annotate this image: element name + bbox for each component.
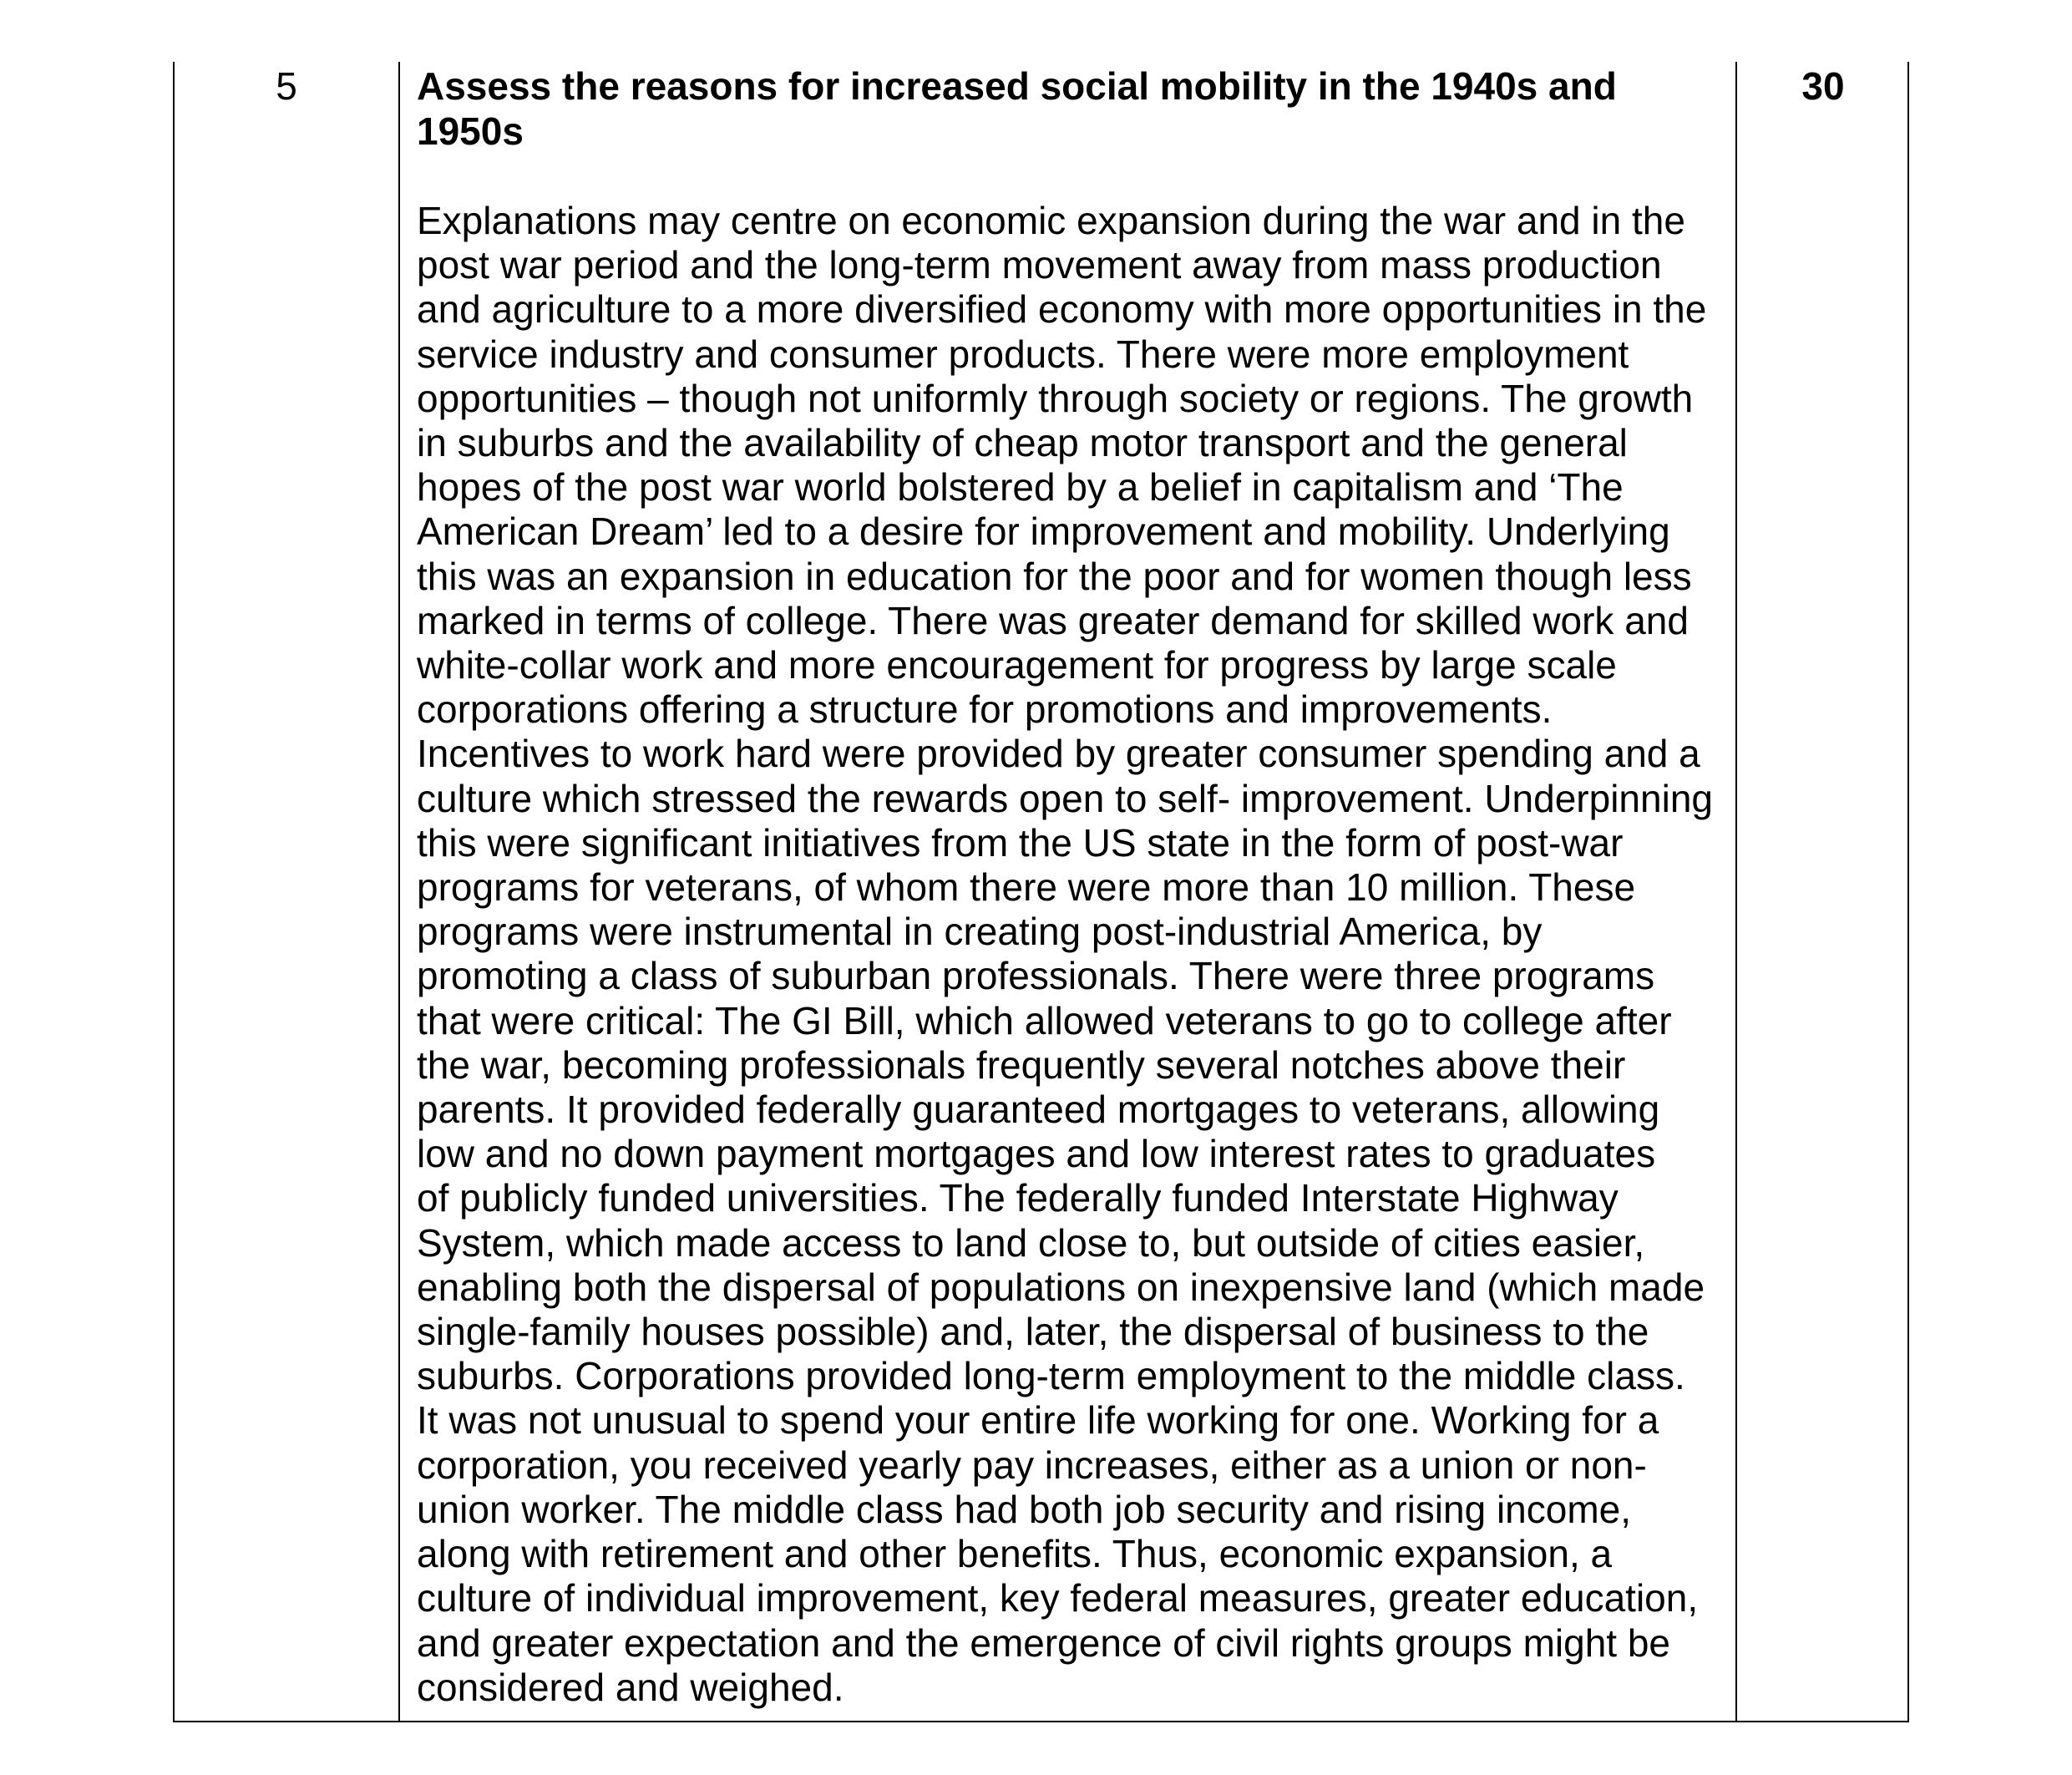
- guidance-line: It was not unusual to spend your entire life working for one. Working for a: [417, 1398, 1659, 1443]
- question-content: [417, 63, 1724, 1710]
- guidance-line: System, which made access to land close to, but outside of cities easier,: [417, 1220, 1645, 1265]
- guidance-line: post war period and the long-term movement away from mass production: [417, 243, 1662, 287]
- guidance-line: corporations offering a structure for promotions and improvements.: [417, 687, 1553, 732]
- guidance-line: considered and weighed.: [417, 1665, 844, 1709]
- guidance-line: single-family houses possible) and, later, the dispersal of business to the: [417, 1310, 1649, 1354]
- guidance-line: that were critical: The GI Bill, which allowed veterans to go to college after: [417, 998, 1672, 1042]
- guidance-line: white-collar work and more encouragement for progress by large scale: [417, 643, 1617, 687]
- guidance-line: enabling both the dispersal of populations on inexpensive land (which made: [417, 1265, 1705, 1309]
- guidance-line: hopes of the post war world bolstered by a belief in capitalism and ‘The: [417, 465, 1624, 510]
- guidance-line: corporation, you received yearly pay increases, either as a union or non-: [417, 1443, 1647, 1487]
- column-divider: [398, 62, 400, 1721]
- guidance-line: programs for veterans, of whom there were more than 10 million. These: [417, 865, 1636, 910]
- guidance-line: and agriculture to a more diversified economy with more opportunities in the: [417, 287, 1707, 332]
- guidance-line: marked in terms of college. There was greater demand for skilled work and: [417, 598, 1689, 642]
- guidance-line: parents. It provided federally guaranteed mortgages to veterans, allowing: [417, 1088, 1660, 1132]
- question-title-line: Assess the reasons for increased social mobility in the 1940s and: [417, 64, 1617, 108]
- question-number: 5: [276, 64, 297, 108]
- guidance-line: union worker. The middle class had both job security and rising income,: [417, 1487, 1632, 1531]
- guidance-line: Explanations may centre on economic expansion during the war and in the: [417, 199, 1685, 242]
- guidance-line: programs were instrumental in creating post-industrial America, by: [417, 910, 1543, 954]
- guidance-line: culture which stressed the rewards open to self- improvement. Underpinning: [417, 776, 1713, 820]
- guidance-line: and greater expectation and the emergence of civil rights groups might be: [417, 1620, 1670, 1665]
- guidance-line: this was an expansion in education for the poor and for women though less: [417, 554, 1692, 598]
- guidance-line: this were significant initiatives from the US state in the form of post-war: [417, 820, 1624, 865]
- guidance-line: opportunities – though not uniformly through society or regions. The growth: [417, 376, 1694, 420]
- guidance-line: in suburbs and the availability of cheap motor transport and the general: [417, 421, 1628, 465]
- marking-guidance: [417, 199, 1724, 1710]
- guidance-line: promoting a class of suburban professionals. There were three programs: [417, 954, 1655, 998]
- question-title: [417, 63, 1724, 154]
- guidance-line: American Dream’ led to a desire for improvement and mobility. Underlying: [417, 510, 1670, 554]
- guidance-line: the war, becoming professionals frequently several notches above their: [417, 1042, 1626, 1087]
- guidance-line: along with retirement and other benefits. Thus, economic expansion, a: [417, 1532, 1613, 1576]
- guidance-line: low and no down payment mortgages and low interest rates to graduates: [417, 1132, 1656, 1176]
- mark-scheme-table: [173, 62, 1909, 1722]
- guidance-line: Incentives to work hard were provided by greater consumer spending and a: [417, 732, 1700, 776]
- guidance-line: suburbs. Corporations provided long-term employment to the middle class.: [417, 1354, 1685, 1398]
- guidance-line: service industry and consumer products. There were more employment: [417, 332, 1629, 376]
- guidance-line: of publicly funded universities. The federally funded Interstate Highway: [417, 1176, 1619, 1220]
- guidance-line: culture of individual improvement, key federal measures, greater education,: [417, 1576, 1699, 1620]
- question-title-line: 1950s: [417, 109, 524, 153]
- question-marks: 30: [1801, 64, 1845, 108]
- column-divider: [1735, 62, 1737, 1721]
